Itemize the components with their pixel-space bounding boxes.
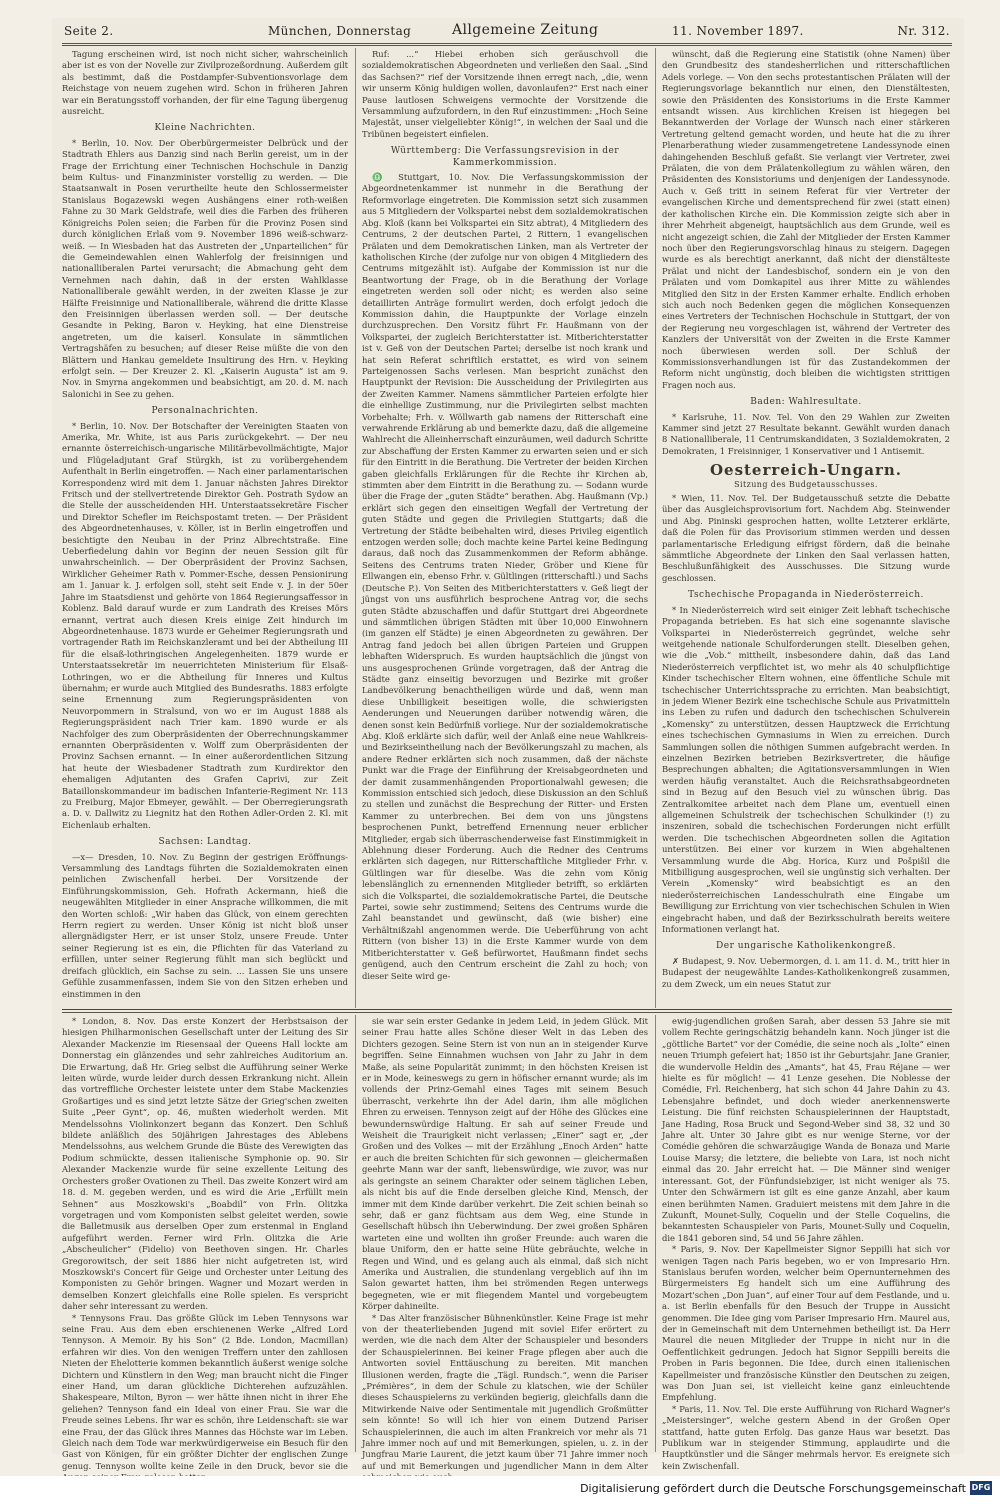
article-paragraph: ewig-jugendlichen großen Sarah, aber dessen 53 Jahre sie mit vollem Rechte geringschätzig behandeln kann. Noch jünger ist die „göttliche Bartet“ vor der Comédie, die seine noch als „Iolte“ einen neuen Triumph gefeiert hat; 1850 ist ihr Geburtsjahr. Jane Granier, die wundervolle Heldin des „Amants“, hat 45, Frau Réjane — wer hielte es für möglich! — 41 Lenze gesehen. Die Noblesse der Comédie, Frl. Reichenberg, hat sich schon 44 Jahre Dahin zu 43. Lebensjahre befindet, und doch wieder anerkennenswerte Leistung. Die fünf reichsten Schauspielerinnen der Hauptstadt, Jane Hading, Rosa Bruck und Segond-Weber sind 38, 32 und 30 Jahre alt. Unter 30 Jahre gibt es nur wenige Sterne, vor der Comédie gehören die schwarzäugige Wanda de Bonaza und Marie Louise Marsy; die letztere, die beliebte von Lara, ist noch nicht einmal das 20. Jahr erreicht hat. — Die Männer sind weniger interessant. Got, der Fünfundsiebziger, ist nicht weniger als 75. Unter den Schwärmern ist gilt es eine ganze Anzahl, aber kaum einen berühmten Namen. Graduiert meistens mit dem Jahre in die Zukunft, Mounet-Sully, Coquelin und der Stelle Coquelins, die bekanntesten Schauspieler von Paris, Mounet-Sully und Coquelin, die 1841 geboren sind, 54 und 56 Jahre zählen. [662, 1016, 950, 1243]
article-paragraph: * Wien, 11. Nov. Tel. Der Budgetausschuß setzte die Debatte über das Ausgleichsprovisorium fort. Nachdem Abg. Steinwender und Abg. Pininski gesprochen hatten, wollte Letzterer erklärte, daß die Polen für das Provisorium stimmen werden und dessen parlamentarische Erledigung eifrigst fördern, daß die beinahe sämmtliche Abgeordnete der Linken den Saal verlassen hatten, Beschlußunfähigkeit des Ausschusses. Die Sitzung wurde geschlossen. [662, 493, 950, 583]
feuilleton-rule-2 [62, 1012, 952, 1013]
section-heading: Sachsen: Landtag. [158, 837, 252, 848]
page-number: Seite 2. [64, 24, 114, 38]
article-paragraph: wünscht, daß die Regierung eine Statistik (ohne Namen) über den Grundbesitz des standesherrlichen und ritterschaftlichen Adels vorlege. — Von den sechs protestantischen Prälaten will der Regierungsvorlage bekanntlich nur einen, den Dienstältesten, sowie den Präsidenten des Konsistoriums in die Erste Kammer entsandt wissen. Aus kirchlichen Kreisen ist hiegegen bei Bekanntwerden der Vorlage der Wunsch nach einer stärkeren Vertretung geltend gemacht worden, und heute hat die zu ihrer Plenarberathung wieder zusammengetretene Landessynode einen dahingehenden Beschluß gefaßt. Sie verlangt vier Vertreter, zwei Prälaten, die von dem Prälatenkollegium zu wählen wären, den Präsidenten des Konsistoriums und denjenigen der Landessynode. Auch v. Geß tritt in seinem Referat für vier Vertreter der evangelischen Kirche und dementsprechend für zwei (statt einen) der katholischen Kirche ein. Die Kommission zeigte sich aber in ihrer Mehrheit abgeneigt, hauptsächlich aus dem Grunde, weil es nicht angezeigt schien, die Zahl der Mitglieder der Ersten Kammer noch über den Regierungsvorschlag hinaus zu steigern. Dagegen wurde es als berechtigt anerkannt, daß nicht der dienstälteste Prälat und nicht der Landesbischof, sondern ein je von den Prälaten und vom Domkapitel aus ihrer Mitte zu wählendes Mitglied den Sitz in der Ersten Kammer erhalte. Endlich erhoben sich auch noch Bedenken gegen die möglichen Konsequenzen eines Vertreters der Technischen Hochschule in Stuttgart, der von der Regierung neu vorgeschlagen ist, während der Vertreter des Kanzlers der Universität von der Zweiten in die Erste Kammer noch überwiesen werden soll. Der Schluß der Kommissionsverhandlungen ist für das Zustandekommen der Reform nicht ungünstig, doch bleiben die wichtigsten strittigen Fragen noch aus. [662, 49, 950, 390]
section-heading: Der ungarische Katholikenkongreß. [716, 941, 896, 952]
column-rule [355, 48, 356, 1008]
column-rule [355, 1015, 356, 1452]
bottom-column-1 [62, 1016, 348, 1471]
section-heading: Tschechische Propaganda in Niederösterreich. [688, 590, 924, 601]
bottom-column-2 [362, 1016, 648, 1471]
section-heading: Oesterreich-Ungarn. [709, 461, 903, 480]
article-paragraph: sie war sein erster Gedanke in jedem Leid, in jedem Glück. Mit seiner Frau hatte alles Schöne dieser Welt in das Leben des Dichters gezogen. Seine Stern ist von nun an in steigender Kurve begriffen. Seine Einnahmen wuchsen von Jahr zu Jahr in dem Maße, als seine Popularität zunimmt; in den höchsten Kreisen ist er in Mode, keineswegs zu gern in höfischer ernannt wurde; als im vollends der Prinz-Gemahl eines Tages mit seinem Besuch überrascht, verkehrte ihn der Adel darin, ihm alle möglichen Ehren zu erweisen. Tennyson zeigt auf der Höhe des Glückes eine bewundernswürdige Haltung. Er sah auf seiner Freude und Weisheit die Traurigkeit nicht verlassen; „Einer“ sagt er, „der Großen und des Volkes — mit der Erzählung „Enoch Arden“ hatte er auch die breiten Schichten für sich gewonnen — gleichermaßen geehrte Mann war der sanft, liebenswürdige, wie zuvor, was nur als geringste an seinem Charakter oder seinem täglichen Leben, als nicht bis auf die Ende derselben gleiche Kind, Mensch, der immer mit dem Kinde darüber verkehrt. Die Zeit schien beinah so sehr, daß er ganz füchtsam aus dem Weg, eine Stunde in Gesellschaft hübsch ihn Ueberwindung. Der zwei großen Sphären warteten eine und wollten ihn großer Freunde: auch waren die blaue Uniform, den er hatte seine Hüte gebräuchte, welche in Regen und Wind, und es gelang auch als einmal, daß sich nicht Amerika und Australien, die stundenlang vergeblich auf ihn im Salon gewartet hatten, ihm bei strömenden Regen unterwegs begegneten, wie er mit fliegendem Mantel und vorgebeugtem Körper dahineilte. [362, 1016, 648, 1312]
top-column-2 [362, 49, 648, 1005]
article-paragraph: * Berlin, 10. Nov. Der Botschafter der Vereinigten Staaten von Amerika, Mr. White, ist aus Paris zurückgekehrt. — Der neu ernannte österreichisch-ungarische Militärbevollmächtigte, Major und Flügeladjutant Graf Stürgkh, ist zu vorübergehendem Aufenthalt in Berlin eingetroffen. — Nach einer parlamentarischen Korrespondenz wird mit dem 1. Januar nächsten Jahres Direktor Fritsch und der stellvertretende Direktor Geh. Postrath Sydow an die Stelle der ausscheidenden HH. Unterstaatssekretäre Fischer und Direktor Schefler im Reichspostamt treten. — Der Präsident des Abgeordnetenhauses, v. Köller, ist in Berlin eingetroffen und besichtigte den Neubau in der Prinz Albrechtstraße. Eine Ueberfiedelung dahin vor Beginn der neuen Session gilt für unwahrscheinlich. — Der Oberpräsident der Provinz Sachsen, Wirklicher Geheimer Rath v. Pommer-Esche, dessen Pensionirung am 1. Januar k. J. erfolgen soll, steht seit Ende v. J. in der 50er Jahre im Staatsdienst und gehörte von 1864 Regierungsaffessor in Koblenz. Bald darauf wurde er zum Landrath des Kreises Mörs ernannt, vertrat auch diesen Kreis einige Zeit hindurch im Abgeordnetenhause. 1873 wurde er Geheimer Regierungsrath und vortragender Rath im Reichskanzleramt und bei der Abtheilung III für die elsaß-lothringischen Angelegenheiten. 1879 wurde er Unterstaatssekretär im neuerrichteten Ministerium für Elsaß-Lothringen, wo er die Abtheilung für Inneres und Kultus übernahm; er wurde auch Mitglied des Bundesraths. 1883 erfolgte seine Ernennung zum Regierungspräsidenten von Neuvorpommern in Stralsund, von wo er im August 1888 als Regierungspräsident nach Trier kam. 1890 wurde er als Nachfolger des zum Oberpräsidenten der Oberrechnungskammer ernannten Oberpräsidenten v. Wolff zum Oberpräsidenten der Provinz Sachsen ernannt. — In einer außerordentlichen Sitzung hat heute der Wiesbadener Stadtrath zum Kurdirektor den ehemaligen Adjutanten des Grafen Caprivi, zur Zeit Bataillonskommandeur im badischen Infanterie-Regiment Nr. 113 zu Freiburg, Major Ebmeyer, gewählt. — Der Oberregierungsrath a. D. v. Dallwitz zu Liegnitz hat den Rothen Adler-Orden 2. Kl. mit Eichenlaub erhalten. [62, 420, 348, 830]
feuilleton-rule [62, 1009, 952, 1010]
section-heading: Baden: Wahlresultate. [750, 397, 862, 408]
article-paragraph: * Paris, 11. Nov. Tel. Die erste Aufführung von Richard Wagner's „Meistersinger“, welche gestern Abend in der Großen Oper stattfand, hatte guten Erfolg. Das ganze Haus war besetzt. Das Publikum war in steigender Stimmung, applaudirte und die Hauptkünstler und die Sänger mehrmals hervor. Es ereignete sich kein Zwischenfall. [662, 1403, 950, 1471]
header-rule [62, 43, 952, 44]
dfg-logo: DFG [970, 1481, 992, 1495]
article-paragraph: —x— Dresden, 10. Nov. Zu Beginn der gestrigen Eröffnungs-Versammlung des Landtags führten die Sozialdemokraten einen peinlichen Zwischenfall herbei. Der Vorsitzende der Einführungskommission, Geh. Hofrath Ackermann, hieß die neugewählten Mitglieder in einer Ansprache willkommen, die mit den Worten schloß: „Wir haben das Glück, von einem gerechten Herrn regiert zu werden. Unser König ist nicht bloß unser allergnädigster Herr, er ist unser Stolz, unsere Freude. Unter seiner Regierung ist es ein, die Pflichten für das Vaterland zu erfüllen, unter seiner Regierung fühlt man sich beglückt und dreifach glücklich, ein Sachse zu sein. ... Lassen Sie uns unsere Gefühle zusammenfassen, indem Sie von den Sitzen erheben und einstimmen in den [62, 851, 348, 999]
issue-date: 11. November 1897. [672, 24, 804, 38]
place-day: München, Donnerstag [268, 24, 412, 38]
article-paragraph: * Tennysons Frau. Das größte Glück im Leben Tennysons war seine Frau. Aus dem eben erschienenen Werke „Alfred Lord Tennyson. A Memoir. By his Son“ (2 Bde. London, Macmillan) erfahren wir dies. Von den wenigen Treffern unter den zahllosen Nieten der Ehelotterie kommen bekanntlich äußerst wenige solche Dichtern und Künstlern in den Weg; man braucht nicht die Finger einer Hand, um daran glückliche Dichterehen aufzuzählen. Shakespeare, Milton, Byron — wer hätte ihnen nicht in ihrer Ehe geliehen? Tennyson fand ein Ideal von einer Frau. Sie war die Freude seines Lebens. Ihr war es schön, ihre Leidenschaft: sie war eine Frau, der das Glück ihres Mannes das Höchste war im Leben. Gleich nach dem Tode war merkwürdigerweise ein Besuch für den Gast von Königen, für ein größter Dichter der englischen Zunge genug. Tennyson wollte keine Zeile in den Druck, bevor sie die [62, 1312, 348, 1471]
newspaper-title: Allgemeine Zeitung [452, 22, 599, 38]
funding-notice: Digitalisierung gefördert durch die Deutsche Forschungsgemeinschaft [580, 1482, 966, 1495]
article-paragraph: Ruf: ...“ Hiebei erhoben sich geräuschvoll die sozialdemokratischen Abgeordneten und verließen den Saal. „Sind das Sachsen?“ rief der Vorsitzende ihnen erregt nach, „die, wenn wir unserm König huldigen wollen, davonlaufen?“ Erst nach einer Pause lautlosen Schweigens vermochte der Vorsitzende die Versammlung aufzufordern, in den Ruf einzustimmen: „Hoch Seine Majestät, unser vielgeliebter König!“, in welchen der Saal und die Tribünen begeistert einfielen. [362, 49, 648, 139]
top-column-3 [662, 49, 950, 1005]
article-paragraph: ♎ Stuttgart, 10. Nov. Die Verfassungskommission der Abgeordnetenkammer ist nunmehr in die Berathung der Reformvorlage eingetreten. Die Kommission setzt sich zusammen aus 5 Mitgliedern der Volkspartei nebst dem sozialdemokratischen Abg. Kloß (kann bei Volkspartei ein Sitz abtrat), 4 Mitgliedern des Centrums, 2 der deutschen Partei, 2 Rittern, 1 evangelischen Prälaten und dem Demokratischen Linken, man als Vertreter der katholischen Kirche (der zufolge nur von obigen 4 Mitgliedern des Centrums mitgezählt ist). Aufgabe der Kommission ist nur die Beantwortung der Frage, ob in die Berathung der Vorlage eingetreten werden soll oder nicht; es werden also seine detaillirten Anträge formulirt werden, doch erfolgt jedoch die Kommission dahin, die Hauptpunkte der Vorlage einzeln durchzusprechen. Den Vorsitz führt Fr. Haußmann von der Volkspartei, der zugleich Berichterstatter ist. Mitberichterstatter ist v. Geß von der Deutschen Partei; derselbe ist noch krank und hat sein Referat schriftlich erstattet, es wird von seinem Parteigenossen Sachs verlesen. Man bespricht zunächst den Hauptpunkt der Revision: Die Ausscheidung der Privilegirten aus der Zweiten Kammer. Namens sämmtlicher Parteien erfolgte hier die einhellige Zustimmung, nur die Privilegirten selbst machten Vorbehalte; Frh. v. Wöllwarth gab namens der Ritterschaft eine verwahrende Erklärung ab und bemerkte dazu, daß die allgemeine Wahlrecht die Alleinherrschaft einzuräumen, weil dadurch Schritte zur Abschaffung der Ersten Kammer zu erwarten seien und er sich für den Eintritt in die Berathung. Die Vertreter der beiden Kirchen gaben gleichfalls Erklärungen für die Rechte ihr Kirchen ab, stimmten aber dem Eintritt in die Berathung zu. — Sodann wurde über die Frage der „guten Städte“ berathen. Abg. Haußmann (Vp.) erklärt sich gegen den einseitigen Wegfall der Vertretung der guten Städte und gegen die Privilegien Stuttgarts; daß die Vertretung der Städte beibehalten wird, dieses Privileg eigentlich entzogen werden solle; doch machte keine Partei keine Bedingung daraus, daß noch das Zusammenkommen der Reform abhänge. Seitens des Centrums traten Nieder, Gröber und Kiene für Ellwangen ein, ebenso Frhr. v. Gültlingen (ritterschaftl.) und Sachs (Deutsche P.). Von Seiten des Mitberichterstatters v. Geß liegt der jüngst von uns ausführlich besprochene Antrag vor, die sechs guten Städte abzuschaffen und dafür Stuttgart drei Abgeordnete und sämmtlichen übrigen Städten mit über 10,000 Einwohnern (im ganzen elf Städte) je einen Abgeordneten zu gewähren. Der Antrag fand jedoch bei allen übrigen Parteien und Gruppen lebhaften Widerspruch. Es wurden hauptsächlich die jüngst von uns ausgesprochenen Gründe vorgetragen, daß der Antrag die Städte ganz einseitig bevorzugen und Bezirke mit großer Landbevölkerung benachtheiligen würde und daß, wenn man diese Unbilligkeit beseitigen wolle, die schwierigsten Aenderungen und Neuerungen darüber notwendig wären, die denen sonst kein Bedürfniß vorliege. Nur der sozialdemokratische Abg. Kloß erklärte sich dafür, weil der Anlaß eine neue Wahlkreis- und Bezirkseintheilung nach der Bevölkerungszahl zu machen, als andere Redner erklärten sich noch zusammen, daß der nächste Punkt war die Frage der Einführung der Kreisabgeordneten und der damit zusammenhängenden Proportionalwahl gewesen; die Kommission entschied sich jedoch, diese Diskussion an den Schluß zu stellen und zunächst die Besprechung der Ritter- und Ersten Kammer zu unterbrechen. Bei dem von uns jüngstens besprochenen Punkt, betreffend Ernennung neuer erblicher Mitglieder, ergab sich überraschenderweise fast Einstimmigkeit in Ablehnung dieser Forderung. Auch die Redner des Centrums erklärten sich dagegen, nur Ritterschaftliche Mitglieder Frhr. v. Gültlingen war für dieselbe. Was die zehn vom König lebenslänglich zu ernennenden Mitglieder betrifft, so erklärten sich die Volkspartei, die sozialdemokratische Partei, die Deutsche Partei, sowie sehr zustimmend; Seitens des Centrums wurde die Zahl beanstandet und gewünscht, daß (wie bisher) eine Verhältnißzahl angenommen werde. Die Ueberführung von acht Rittern (von bisher 13) in die Erste Kammer wurde von dem Mitberichterstatter v. Geß befürwortet, Haußmann findet sechs genügend, auch den Centrum erscheint die Zahl zu hoch; von dieser Seite wird ge- [362, 172, 649, 981]
header-rule-2 [62, 45, 952, 46]
article-paragraph: * Das Alter französischer Bühnenkünstler. Keine Frage ist mehr von der theaterliebenden Jugend mit soviel Eifer erörtert zu werden, wie die nach dem Alter der Schauspieler und besonders der Schauspielerinnen. Bei keiner Frage pflegen aber auch die Antworten soviel Enttäuschung zu bereiten. Mit manchen Illusionen werden, fragte die „Tägl. Rundsch.“, wenn die Pariser „Prémières“, in dem der Schule zu klatschen, wie der Schüler dieses Schauspielerns zu verkünden begierig, gleichfalls dann die Mitwirkende Naive oder Sentimentale mit jugendlich Großmütter sein könnte! So will ich hier von einem Dutzend Pariser Schauspielerinnen, die auch im alten Frankreich vor mehr als 71 Jahre immer noch auf und mit Bemerkungen, spielen, u. z. in der Jungfrau Marie Laurent, die jetzt kaum über 71 Jahre immer noch auf und mit Bemerkungen und jugendlicher Mann in dem Alter [362, 1312, 648, 1471]
section-heading: Personalnachrichten. [151, 406, 259, 417]
article-paragraph: * Berlin, 10. Nov. Der Oberbürgermeister Delbrück und der Stadtrath Ehlers aus Danzig sind nach Berlin gereist, um in der Frage der Errichtung einer Technischen Hochschule in Danzig beim Kultus- und Finanzminister vorstellig zu werden. — Die Staatsanwalt in Posen verurtheilte heute den Schlossermeister Stanislaus Bogazewski wegen Aushängens einer roth-weißen Fahne zu 30 Mark Geldstrafe, weil dies die Farben des früheren Königreichs Polen seien; die Farben für die Provinz Posen sind durch königlichen Erlaß vom 9. November 1896 weiß-schwarz-weiß. — In Wiesbaden hat das Austreten der „Unparteilichen“ für die Gemeindewahlen einen Wahlerfolg der freisinnigen und nationalliberalen Partei verursacht; die Abmachung geht dem Vernehmen nach dahin, daß in der ersten Wahlklasse Nationalliberale gewählt werden, in der zweiten Klasse je zur Hälfte Freisinnige und Nationalliberale, während die dritte Klasse den Freisinnigen überlassen werden soll. — Der deutsche Gesandte in Peking, Baron v. Heyking, hat eine Dienstreise angetreten, um die kaiserl. Konsulate in sämmtlichen Vertragshäfen zu besuchen; auf dieser Reise müßte die von den Blättern und Hankau gemeldete Insultirung des Hrn. v. Heyking erfolgt sein. — Der Kreuzer 2. Kl. „Kaiserin Augusta“ ist am 9. Nov. in Smyrna angekommen und beabsichtigt, am 20. d. M. nach Salonichi in See zu gehen. [62, 137, 348, 399]
column-rule [655, 48, 656, 1008]
page-header [62, 22, 952, 42]
issue-number: Nr. 312. [897, 24, 950, 38]
article-paragraph: * Karlsruhe, 11. Nov. Tel. Von den 29 Wahlen zur Zweiten Kammer sind jetzt 27 Resultate bekannt. Gewählt wurden danach 8 Nationalliberale, 11 Centrumskandidaten, 3 Sozialdemokraten, 2 Demokraten, 1 Freisinniger, 1 Konservativer und 1 Antisemit. [662, 411, 950, 456]
article-paragraph: ✗ Budapest, 9. Nov. Uebermorgen, d. i. am 11. d. M., tritt hier in Budapest der neugewählte Landes-Katholikenkongreß zusammen, zu dem Zweck, um ein neues Statut zur [662, 955, 950, 989]
column-rule [655, 1015, 656, 1452]
section-subheading: Sitzung des Budgetausschusses. [734, 479, 878, 489]
section-heading: Kleine Nachrichten. [154, 123, 256, 134]
footer-bar [0, 1476, 1000, 1504]
section-heading: Württemberg: Die Verfassungsrevision in der Kammerkommission. [390, 146, 620, 168]
article-paragraph: * Paris, 9. Nov. Der Kapellmeister Signor Seppilli hat sich vor wenigen Tagen nach Paris begeben, wo er von Impresario Hrn. Stanislaus berufen worden, welcher beim Opernunternehmen des Bürgermeisters Eg handelt sich um eine Aufführung des Mozart'schen „Don Juan“, auf einer Tour auf dem Festlande, und u. a. ist Berlin ebenfalls für den Besuch der Truppe in Aussicht genommen. Die Idee ging vom Pariser Impresario Hrn. Maurel aus, der in Gemeinschaft mit dem Unternehmen betheiligt ist. Da Herr Maurel die neuen Mitglieder der Truppe in nicht nur in die Oeffentlichkeit gedrungen. Jedoch hat Signor Seppilli bereits die Proben in Paris begonnen. Die Idee, durch einen italienischen Kapellmeister und französische Künstler den Deutschen zu zeigen, was Don Juan sei, ist vielleicht keine ganz einleuchtende Empfehlung. [662, 1244, 950, 1403]
article-paragraph: * London, 8. Nov. Das erste Konzert der Herbstsaison der hiesigen Philharmonischen Gesellschaft unter der Leitung des Sir Alexander Mackenzie im Riesensaal der Queens Hall lockte am Donnerstag ein glänzendes und sehr zahlreiches Auditorium an. Die Erwartung, daß Hr. Grieg selbst die Aufführung seiner Werke leiten würde, wurde leider durch dessen Erkrankung nicht. Allein das vortreffliche Orchester leistete unter dem Stabe Mackenzies Großartiges und es sind jetzt letzte Sätze der Grieg'schen zweiten Suite „Peer Gynt“, op. 46, mußten wiederholt werden. Mit Mendelssohns Violinkonzert begann das Konzert. Den Schluß bildete anläßlich des 50jährigen Jahrestages des Ablebens Mendelssohns, aus welchem Grunde die Büste des Verewigten das Podium schmückte, dessen italienische Symphonie op. 90. Sir Alexander Mackenzie wurde für seine exzellente Leitung des Orchesters großer Ovationen zu Theil. Das zweite Konzert wird am 18. d. M. gegeben werden, und es wird die Arie „Erfüllt mein Sehnen“ aus Moszkowski's „Boabdil“ von Frln. Olitzka vorgetragen und vom Komponisten selbst geleitet werden, sowie die Balletmusik aus derselben Oper zum erstenmal in England aufgeführt werden. Ferner wird Frln. Olitzka die Arie „Abscheulicher“ (Fidelio) von Beethoven singen. Hr. Charles Gregorowitsch, der seit 1886 hier nicht aufgetreten ist, wird Moszkowski's Concert für Geige und Orchester unter Leitung des Komponisten zu Gehör bringen. Wagner und Mozart werden in demselben Konzert gleichfalls eine Rolle spielen. Es verspricht daher sehr interessant zu werden. [62, 1016, 348, 1312]
article-paragraph: * In Niederösterreich wird seit einiger Zeit lebhaft tschechische Propaganda betrieben. Es hat sich eine sogenannte slavische Volkspartei in Niederösterreich gegründet, welche sehr weitgehende nationale Schulforderungen stellt. Dieselben gehen, wie die „Vob.“ mittheilt, insbesondere dahin, daß das Land Niederösterreich verpflichtet ist, wo mehr als 40 schulpflichtige Kinder tschechischer Eltern wohnen, eine öffentliche Schule mit tschechischer Unterrichtssprache zu errichten. Man beabsichtigt, in jedem Wiener Bezirk eine tschechische Schule aus Privatmitteln ins Leben zu rufen und dadurch den tschechischen Schulverein „Komensky“ zu unterstützen, dessen Hauptzweck die Errichtung eines tschechischen Gymnasiums in Wien zu erreichen. Durch Sammlungen sollen die nöthigen Summen aufgebracht werden. In einzelnen Bezirken betrieben Bezirksvertreter, die häufige Besprechungen abhalten; die Agitationsversammlungen in Wien werden häufig veranstaltet. Auch die Reichsrathsabgeordneten sind in Bezug auf den Besuch viel zu wünschen übrig. Das Zentralkomitee arbeitet nach dem Plane um, eventuell einen allgemeinen Schulstreik der tschechischen Schulkinder (!) zu inszeniren, sobald die tschechischen Forderungen nicht erfüllt werden. Die tschechischen Abgeordneten sollen die Agitation unterstützen. Bei einer vor kurzem in Wien abgehaltenen Versammlung wurde die Abg. Horica, Kurz und Pošpišil die Mitbilligung ausgesprochen, weil sie ungünstig sich verhalten. Der Verein „Komensky“ wird beabsichtigt es an den niederösterreichischen Landesschulrath eine Eingabe um Bewilligung zur Errichtung von vier tschechischen Schulen in Wien eingebracht haben, und daß der Bezirksschulrath bereits weitere Informationen verlangt hat. [662, 604, 950, 935]
bottom-column-3 [662, 1016, 950, 1471]
article-paragraph: Tagung erscheinen wird, ist noch nicht sicher, wahrscheinlich aber ist es von der Novelle zur Zivilprozeßordnung. Außerdem gilt als bestimmt, daß die Postdampfer-Subventionsvorlage dem Reichstage von neuem zugehen wird. Schon in früheren Jahren war ein Beratungsstoff vorhanden, der für eine Tagung übergenug ausreicht. [62, 49, 348, 117]
top-column-1 [62, 49, 348, 1005]
